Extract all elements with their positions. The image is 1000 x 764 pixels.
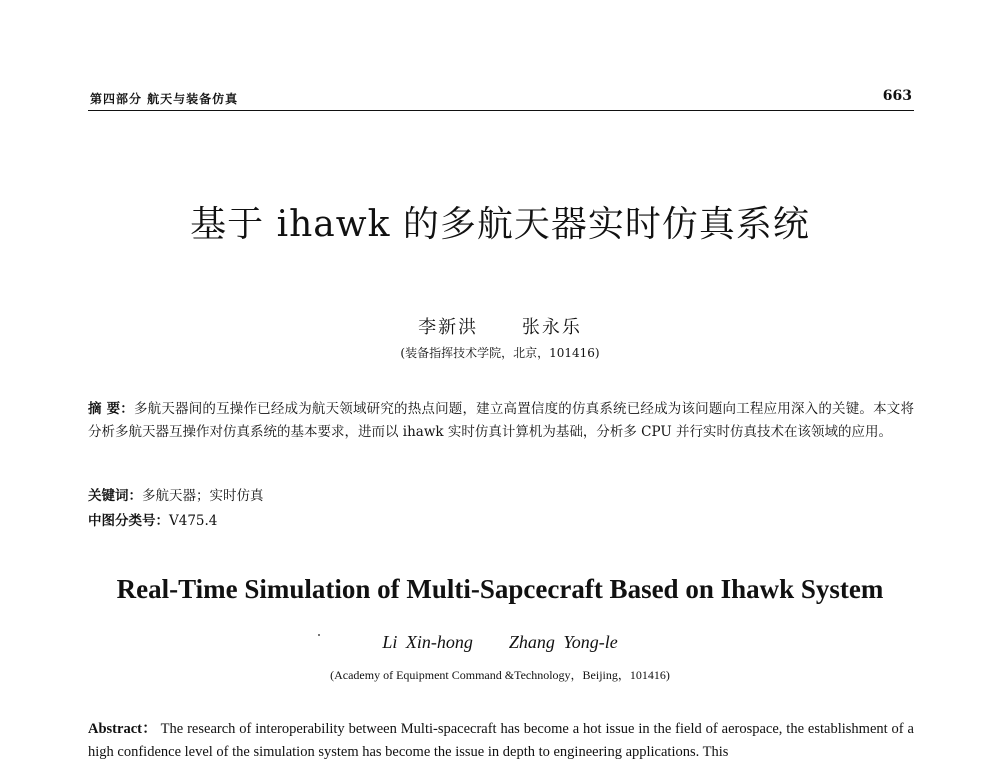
author-en-2: Zhang Yong-le [508, 632, 618, 652]
clc-cn-label: 中图分类号： [88, 513, 169, 529]
abstract-english [88, 718, 914, 764]
author-cn-2: 张永乐 [521, 317, 582, 338]
running-head-section: 第四部分 航天与装备仿真 [90, 92, 239, 106]
affiliation-chinese: (装备指挥技术学院，北京，101416) [400, 346, 600, 360]
authors-chinese [0, 313, 1000, 339]
author-en-1: Li Xin-hong [382, 632, 473, 652]
keywords-chinese [88, 484, 264, 504]
abstract-en-text: The research of interoperability between Multi-spacecraft has become a hot issue in the field of aerospace, the establishment of a high confidence level of the simulation system has become the issue in depth to engineering applications. This [88, 721, 914, 760]
abstract-cn-text: 多航天器间的互操作已经成为航天领域研究的热点问题，建立高置信度的仿真系统已经成为该问题向工程应用深入的关键。本文将分析多航天器互操作对仿真系统的基本要求，进而以 ihawk 实时仿真计算机为基础，分析多 CPU 并行实时仿真技术在该领域的应用。 [88, 401, 914, 440]
keywords-cn-text: 多航天器；实时仿真 [142, 488, 264, 504]
running-head [88, 88, 914, 111]
paper-title-chinese: 基于 ihawk 的多航天器实时仿真系统 [190, 204, 810, 245]
page-number: 663 [882, 88, 912, 104]
paper-title-english: Real-Time Simulation of Multi-Sapcecraft Based on Ihawk System [116, 574, 884, 604]
author-cn-1: 李新洪 [418, 317, 479, 338]
clc-number-chinese [88, 509, 217, 529]
authors-english [0, 632, 1000, 653]
abstract-cn-label: 摘 要： [88, 401, 134, 417]
keywords-cn-label: 关键词： [88, 488, 142, 504]
clc-cn-text: V475.4 [169, 513, 218, 529]
abstract-chinese [88, 398, 914, 444]
abstract-en-label: Abstract： [88, 721, 158, 737]
affiliation-english: (Academy of Equipment Command &Technology，Beijing，101416) [330, 668, 670, 682]
